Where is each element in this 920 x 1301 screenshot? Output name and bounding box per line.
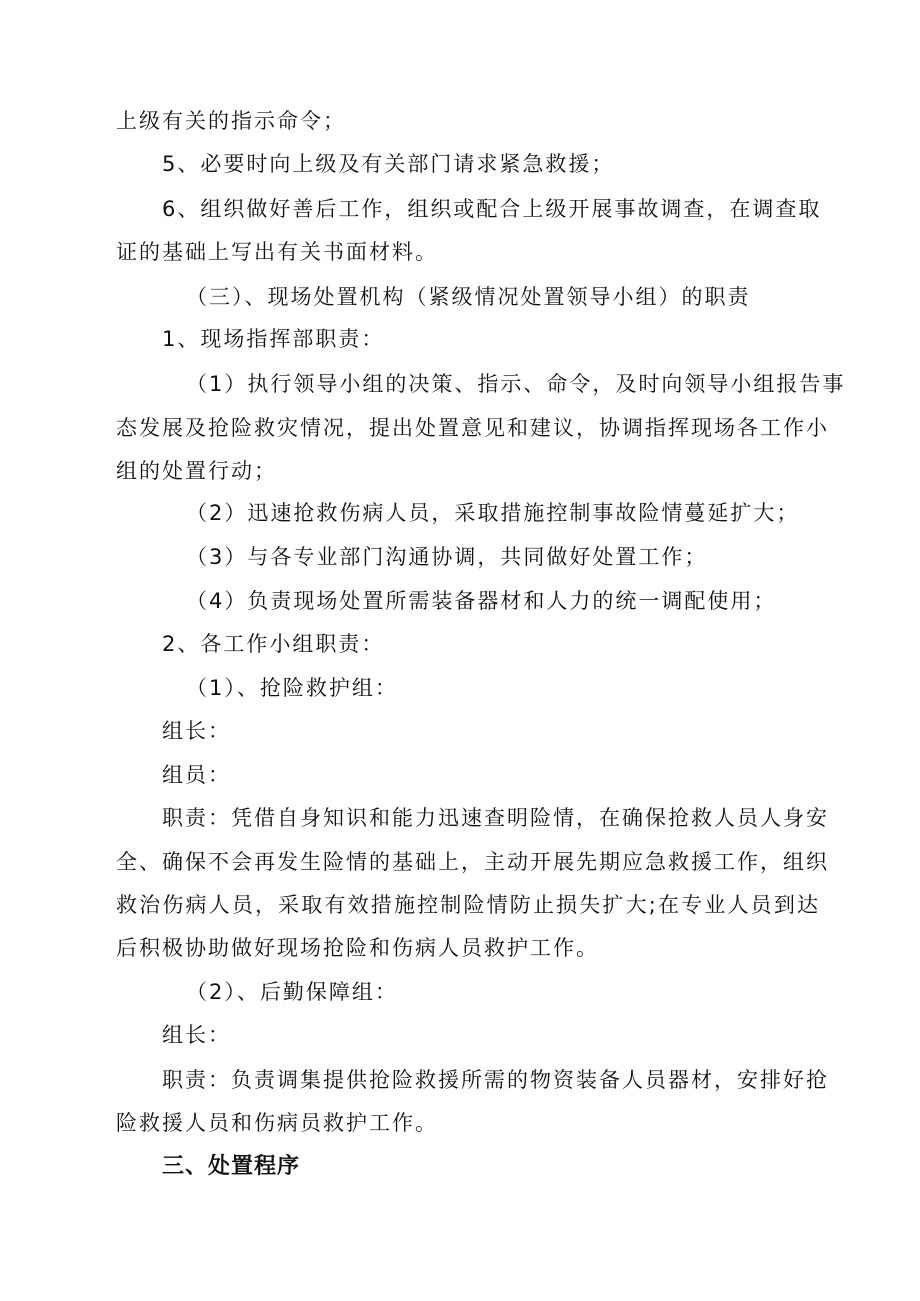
list-item: 6、组织做好善后工作，组织或配合上级开展事故调查，在调查取 (162, 197, 822, 221)
list-item: （1）执行领导小组的决策、指示、命令，及时向领导小组报告事 (186, 372, 846, 396)
text-line: 上级有关的指示命令； (116, 109, 346, 133)
text-line: 险救援人员和伤病员救护工作。 (116, 1111, 438, 1135)
list-item: 5、必要时向上级及有关部门请求紧急救援； (162, 152, 615, 176)
subsection-heading: 2、各工作小组职责： (162, 632, 385, 656)
list-item: （2）迅速抢救伤病人员，采取措施控制事故险情蔓延扩大； (186, 501, 800, 525)
chapter-heading: 三、处置程序 (162, 1154, 301, 1179)
group-leader-label: 组长： (162, 719, 231, 743)
list-item: （3）与各专业部门沟通协调，共同做好处置工作； (186, 545, 708, 569)
text-line: 全、确保不会再发生险情的基础上，主动开展先期应急救援工作，组织 (116, 850, 829, 874)
group-leader-label: 组长： (162, 1023, 231, 1047)
duty-text: 职责：负责调集提供抢险救援所需的物资装备人员器材，安排好抢 (162, 1068, 829, 1092)
text-line: 态发展及抢险救灾情况，提出处置意见和建议，协调指挥现场各工作小 (116, 416, 829, 440)
list-item: （4）负责现场处置所需装备器材和人力的统一调配使用； (186, 589, 777, 613)
duty-text: 职责：凭借自身知识和能力迅速查明险情，在确保抢救人员人身安 (162, 806, 829, 830)
text-line: 后积极协助做好现场抢险和伤病人员救护工作。 (116, 936, 599, 960)
text-line: 证的基础上写出有关书面材料。 (116, 240, 438, 264)
group-heading: （2）、后勤保障组： (186, 980, 398, 1004)
group-heading: （1）、抢险救护组： (186, 676, 398, 700)
text-line: 组的处置行动； (116, 459, 277, 483)
group-member-label: 组员： (162, 763, 231, 787)
subsection-heading: 1、现场指挥部职责： (162, 327, 385, 351)
text-line: 救治伤病人员，采取有效措施控制险情防止损失扩大;在专业人员到达 (116, 893, 820, 917)
section-heading: （三）、现场处置机构（紧级情况处置领导小组）的职责 (186, 285, 751, 309)
